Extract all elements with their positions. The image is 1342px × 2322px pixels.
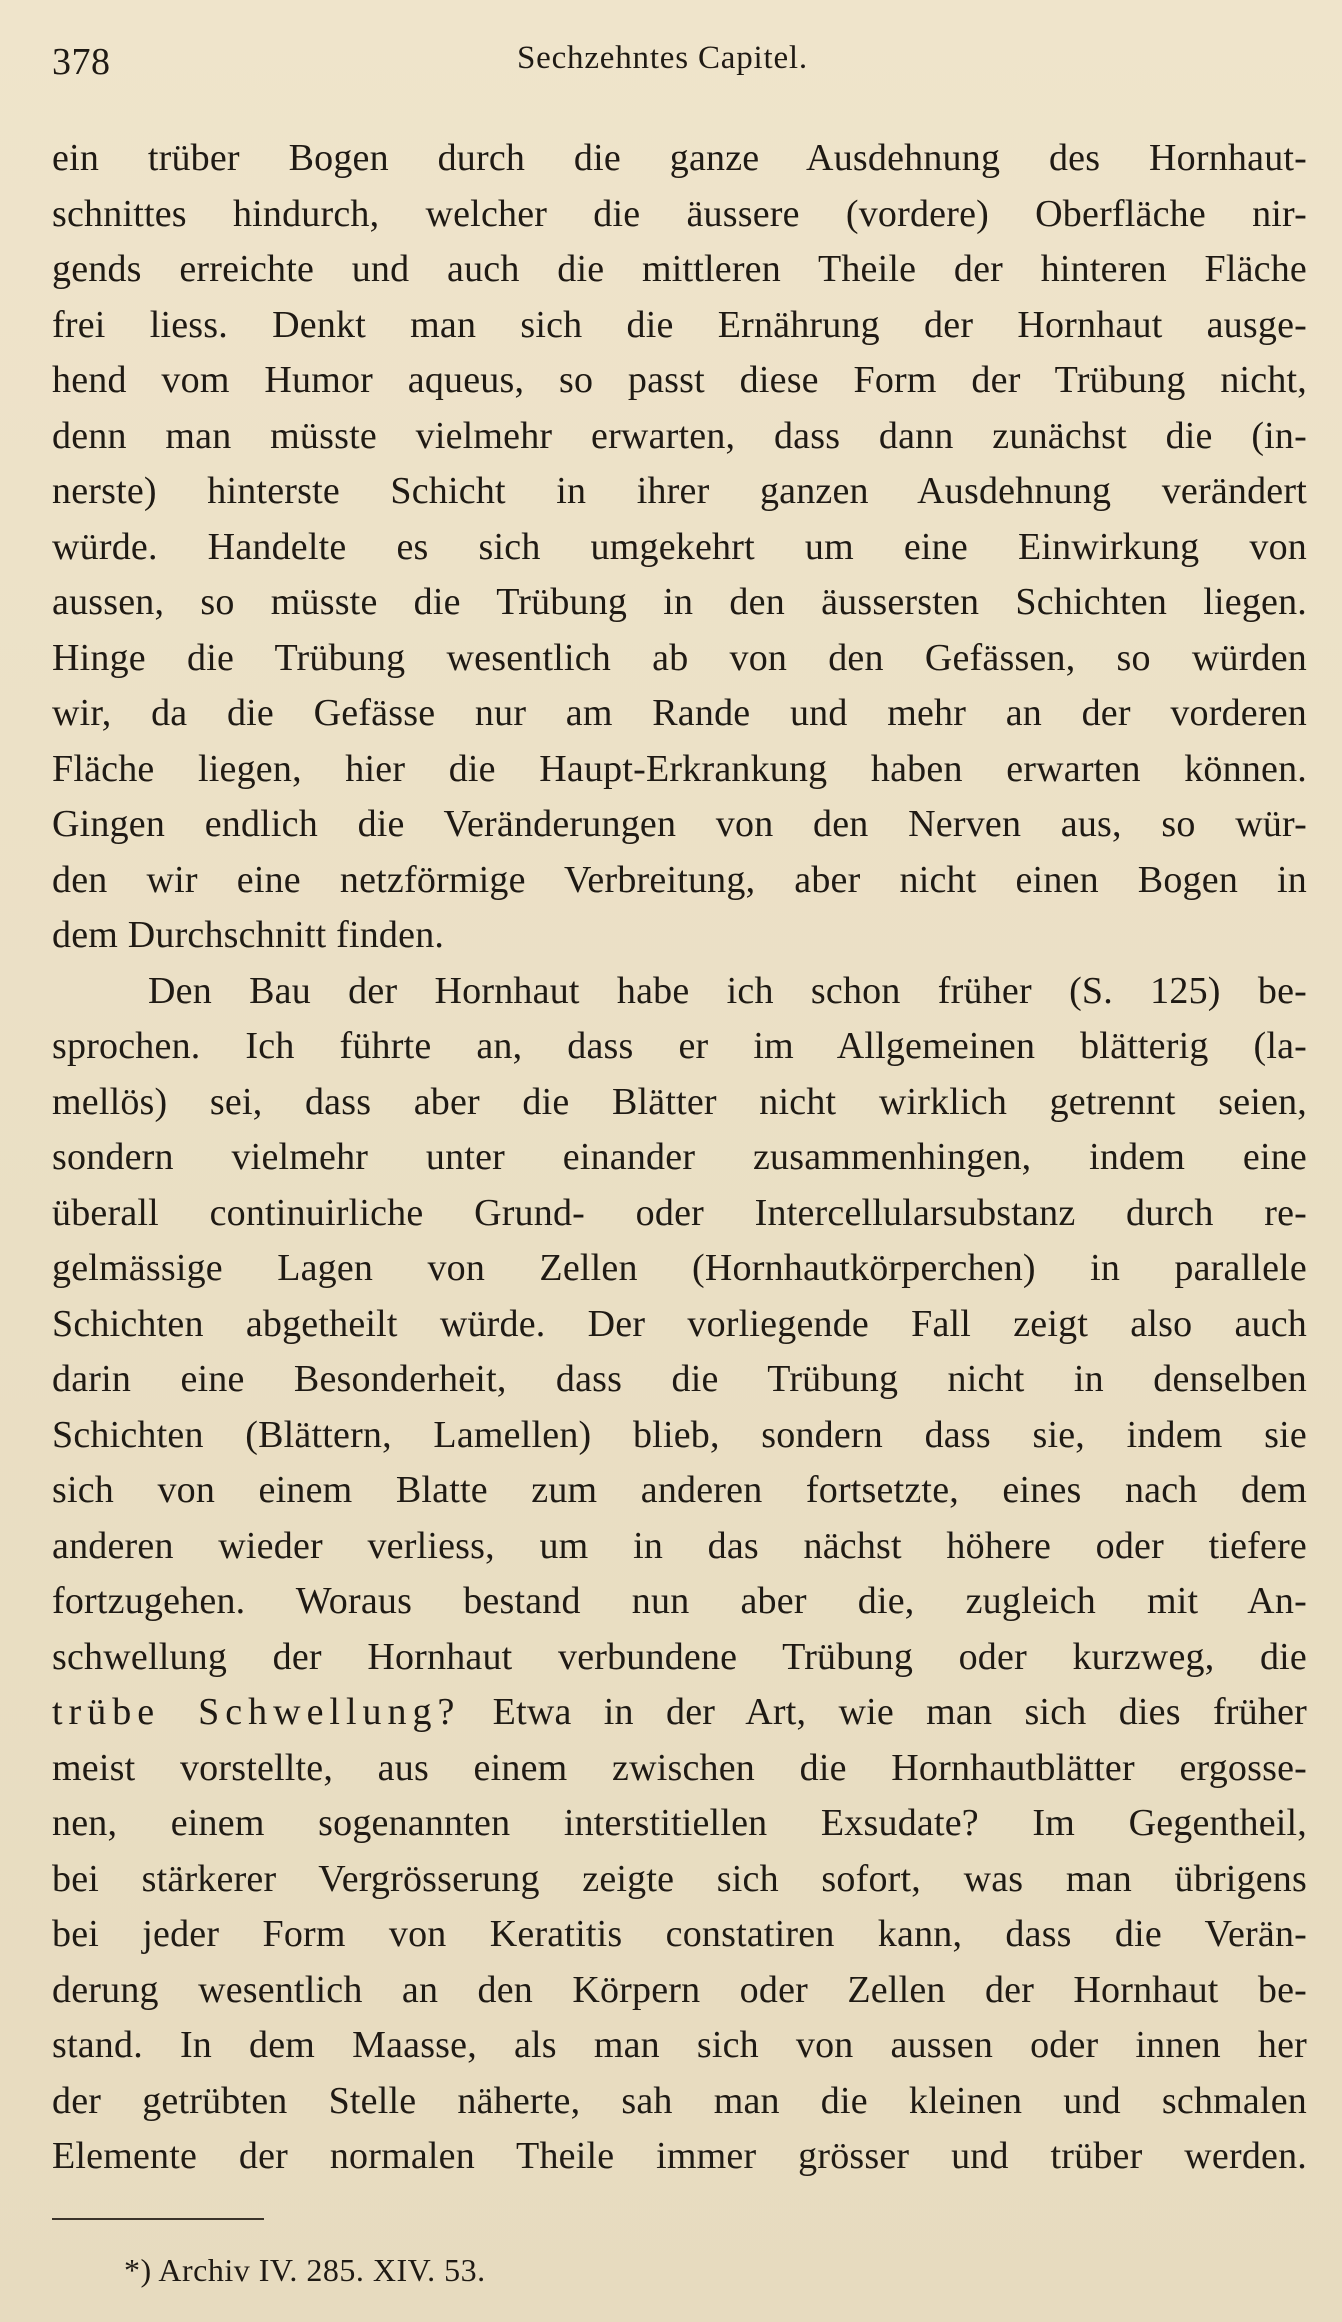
text-line: fortzugehen. Woraus bestand nun aber die, zugleich mit An- [52,1580,1307,1622]
footnote: *) Archiv IV. 285. XIV. 53. [124,2252,486,2288]
text-line: ein trüber Bogen durch die ganze Ausdehnung des Hornhaut- [52,137,1307,179]
text-line: überall continuirliche Grund- oder Intercellularsubstanz durch re- [52,1191,1307,1234]
text-line-rest: Etwa in der Art, wie man sich dies früher [460,1691,1307,1733]
text-line: den wir eine netzförmige Verbreitung, aber nicht einen Bogen in [52,858,1307,901]
text-line: dem Durchschnitt finden. [52,914,445,956]
text-line: würde. Handelte es sich umgekehrt um eine Einwirkung von [52,525,1307,568]
text-line: mellös) sei, dass aber die Blätter nicht wirklich getrennt seien, [52,1080,1307,1123]
running-title: Sechzehntes Capitel. [517,40,808,76]
footnote-divider [52,2218,264,2220]
text-line: frei liess. Denkt man sich die Ernährung der Hornhaut ausge- [52,303,1307,346]
text-line: sich von einem Blatte zum anderen fortsetzte, eines nach dem [52,1469,1307,1511]
text-line: sprochen. Ich führte an, dass er im Allgemeinen blätterig (la- [52,1025,1307,1067]
text-line: gelmässige Lagen von Zellen (Hornhautkörperchen) in parallele [52,1247,1307,1289]
text-line: schnittes hindurch, welcher die äussere (vordere) Oberfläche nir- [52,192,1307,235]
text-line: sondern vielmehr unter einander zusammenhingen, indem eine [52,1136,1307,1178]
text-line: der getrübten Stelle näherte, sah man die kleinen und schmalen [52,2079,1307,2122]
text-line: bei jeder Form von Keratitis constatiren kann, dass die Verän- [52,1913,1307,1955]
text-line: darin eine Besonderheit, dass die Trübung nicht in denselben [52,1358,1307,1400]
text-line: gends erreichte und auch die mittleren Theile der hinteren Fläche [52,248,1307,290]
text-line: denn man müsste vielmehr erwarten, dass dann zunächst die (in- [52,414,1307,457]
text-line: bei stärkerer Vergrösserung zeigte sich sofort, was man übrigens [52,1857,1307,1900]
text-line: hend vom Humor aqueus, so passt diese Form der Trübung nicht, [52,359,1307,401]
emphasized-term: trübe Schwellung? [52,1691,461,1733]
text-line: Schichten (Blättern, Lamellen) blieb, sondern dass sie, indem sie [52,1413,1307,1456]
text-line: nen, einem sogenannten interstitiellen Exsudate? Im Gegentheil, [52,1802,1307,1844]
text-line [52,1685,1307,1741]
text-line: wir, da die Gefässe nur am Rande und mehr an der vorderen [52,692,1307,734]
text-line: stand. In dem Maasse, als man sich von aussen oder innen her [52,2024,1307,2066]
text-line: derung wesentlich an den Körpern oder Zellen der Hornhaut be- [52,1968,1307,2011]
text-line: Den Bau der Hornhaut habe ich schon früher (S. 125) be- [148,969,1307,1012]
text-line: Gingen endlich die Veränderungen von den Nerven aus, so wür- [52,803,1307,845]
text-line: aussen, so müsste die Trübung in den äussersten Schichten liegen. [52,581,1307,623]
text-line: Hinge die Trübung wesentlich ab von den Gefässen, so würden [52,636,1307,679]
text-line: Elemente der normalen Theile immer grösser und trüber werden. [52,2135,1307,2177]
page-number: 378 [52,41,111,83]
text-line: schwellung der Hornhaut verbundene Trübung oder kurzweg, die [52,1635,1307,1678]
text-line: anderen wieder verliess, um in das nächst höhere oder tiefere [52,1524,1307,1567]
text-line: nerste) hinterste Schicht in ihrer ganzen Ausdehnung verändert [52,470,1307,512]
page-header [52,40,1272,90]
body-text [52,131,1307,2185]
text-line: Schichten abgetheilt würde. Der vorliegende Fall zeigt also auch [52,1302,1307,1345]
text-line: Fläche liegen, hier die Haupt-Erkrankung haben erwarten können. [52,747,1307,790]
text-line: meist vorstellte, aus einem zwischen die Hornhautblätter ergosse- [52,1746,1307,1789]
